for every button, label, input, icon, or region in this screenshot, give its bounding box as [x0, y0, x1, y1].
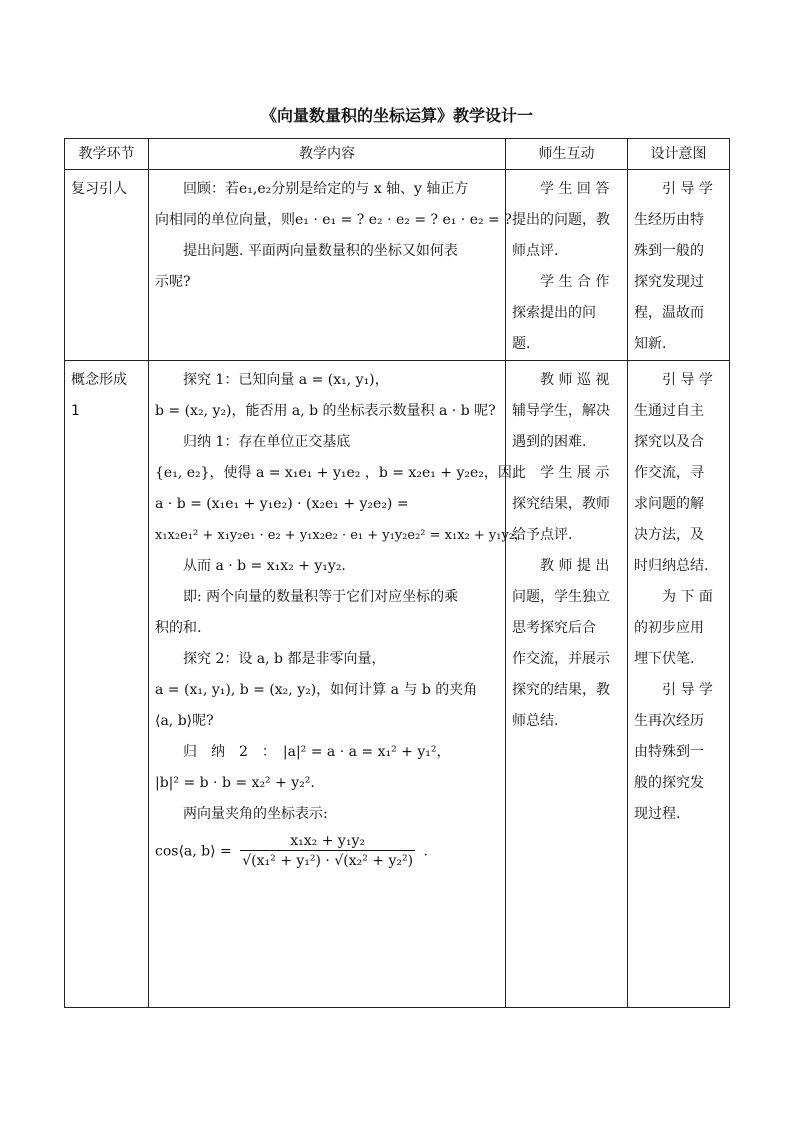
- intent-line: 引 导 学: [662, 181, 713, 197]
- content-line: a = (x₁, y₁), b = (x₂, y₂)，如何计算 a 与 b 的夹角: [155, 682, 478, 698]
- content-line: 积的和.: [155, 620, 202, 636]
- intent-line: 求问题的解: [634, 496, 704, 512]
- intent-line: 埋下伏笔.: [634, 651, 695, 667]
- intent-review: [628, 170, 730, 361]
- interaction-line: 探索提出的问: [512, 305, 596, 321]
- header-intent: 设计意图: [628, 139, 730, 170]
- content-line: 探究 2：设 a, b 都是非零向量，: [183, 651, 386, 667]
- interaction-line: 学 生 合 作: [540, 274, 610, 290]
- interaction-line: 辅导学生，解决: [512, 403, 610, 419]
- content-line: 归 纳 2 ： |a|² = a · a = x₁² + y₁²，: [183, 744, 451, 760]
- content-line: 从而 a · b = x₁x₂ + y₁y₂.: [183, 558, 346, 574]
- interaction-line: 探究的结果，教: [512, 682, 610, 698]
- intent-line: 现过程.: [634, 806, 681, 822]
- content-line: 向相同的单位向量，则e₁ · e₁ = ? e₂ · e₂ = ? e₁ · e₂ = ?: [155, 212, 512, 228]
- interaction-line: 提出的问题，教: [512, 212, 610, 228]
- content-line: |b|² = b · b = x₂² + y₂².: [155, 775, 315, 791]
- intent-line: 般的探究发: [634, 775, 704, 791]
- table-header-row: [65, 139, 730, 170]
- content-line: 即: 两个向量的数量积等于它们对应坐标的乘: [183, 589, 459, 605]
- page-title: 《向量数量积的坐标运算》教学设计一: [260, 106, 533, 125]
- intent-line: 为 下 面: [662, 589, 713, 605]
- content-line: b = (x₂, y₂)，能否用 a, b 的坐标表示数量积 a · b 呢?: [155, 403, 496, 419]
- intent-concept: [628, 361, 730, 1008]
- table-row-review: [65, 170, 730, 361]
- formula-denominator: √(x₁² + y₁²) · √(x₂² + y₂²): [242, 853, 414, 869]
- stage-number: 1: [71, 403, 80, 419]
- interaction-line: 师点评.: [512, 243, 559, 259]
- interaction-line: 问题，学生独立: [512, 589, 610, 605]
- content-line: 提出问题. 平面两向量数量积的坐标又如何表: [183, 243, 458, 259]
- intent-line: 生经历由特: [634, 212, 704, 228]
- content-line: x₁x₂e₁² + x₁y₂e₁ · e₂ + y₁x₂e₂ · e₁ + y₁y₂e₂² = x₁x₂ + y₁y₂，: [155, 528, 528, 543]
- intent-line: 引 导 学: [662, 372, 713, 388]
- content-line: {e₁, e₂}，使得 a = x₁e₁ + y₁e₂ ，b = x₂e₁ + y₂e₂，因此: [155, 465, 526, 481]
- stage-concept: [65, 361, 149, 1008]
- content-line: a · b = (x₁e₁ + y₁e₂) · (x₂e₁ + y₂e₂) =: [155, 496, 409, 512]
- stage-review: [65, 170, 149, 361]
- header-interaction: 师生互动: [506, 139, 628, 170]
- content-concept: [149, 361, 528, 1008]
- content-line: 探究 1：已知向量 a = (x₁, y₁)，: [183, 372, 389, 388]
- intent-line: 的初步应用: [634, 620, 704, 636]
- intent-line: 引 导 学: [662, 682, 713, 698]
- intent-line: 知新.: [634, 336, 667, 352]
- stage-label: 概念形成: [71, 372, 127, 388]
- intent-line: 作交流，寻: [634, 465, 704, 481]
- angle-formula: [155, 832, 499, 871]
- interaction-line: 教 师 提 出: [540, 558, 610, 574]
- formula-lhs: cos⟨a, b⟩ =: [155, 843, 232, 860]
- intent-line: 探究发现过: [634, 274, 704, 290]
- content-line: 回顾：若e₁,e₂分别是给定的与 x 轴、y 轴正方: [183, 181, 469, 197]
- intent-line: 生再次经历: [634, 713, 704, 729]
- lesson-plan-table: [64, 138, 730, 1008]
- interaction-line: 教 师 巡 视: [540, 372, 610, 388]
- table-row-concept: [65, 361, 730, 1008]
- interaction-line: 学 生 回 答: [540, 181, 610, 197]
- intent-line: 程，温故而: [634, 305, 704, 321]
- intent-line: 生通过自主: [634, 403, 704, 419]
- interaction-concept: [506, 361, 628, 1008]
- content-line: ⟨a, b⟩呢?: [155, 713, 214, 729]
- formula-numerator: x₁x₂ + y₁y₂: [240, 832, 415, 851]
- interaction-line: 学 生 展 示: [540, 465, 610, 481]
- interaction-line: 师总结.: [512, 713, 559, 729]
- intent-line: 决方法，及: [634, 527, 704, 543]
- interaction-line: 探究结果，教师: [512, 496, 610, 512]
- intent-line: 探究以及合: [634, 434, 704, 450]
- interaction-line: 遇到的困难.: [512, 434, 587, 450]
- intent-line: 殊到一般的: [634, 243, 704, 259]
- interaction-review: [506, 170, 628, 361]
- formula-fraction: [240, 832, 415, 871]
- formula-end: .: [423, 843, 428, 860]
- content-line: 示呢?: [155, 274, 191, 290]
- interaction-line: 作交流，并展示: [512, 651, 610, 667]
- interaction-line: 思考探究后合: [512, 620, 596, 636]
- interaction-line: 题.: [512, 336, 531, 352]
- content-review: [149, 170, 512, 361]
- intent-line: 时归纳总结.: [634, 558, 709, 574]
- content-line: 归纳 1：存在单位正交基底: [183, 434, 351, 450]
- header-content: 教学内容: [149, 139, 506, 170]
- interaction-line: 给予点评.: [512, 527, 573, 543]
- stage-label: 复习引人: [71, 181, 127, 197]
- header-stage: 教学环节: [65, 139, 149, 170]
- content-line: 两向量夹角的坐标表示:: [183, 806, 328, 822]
- intent-line: 由特殊到一: [634, 744, 704, 760]
